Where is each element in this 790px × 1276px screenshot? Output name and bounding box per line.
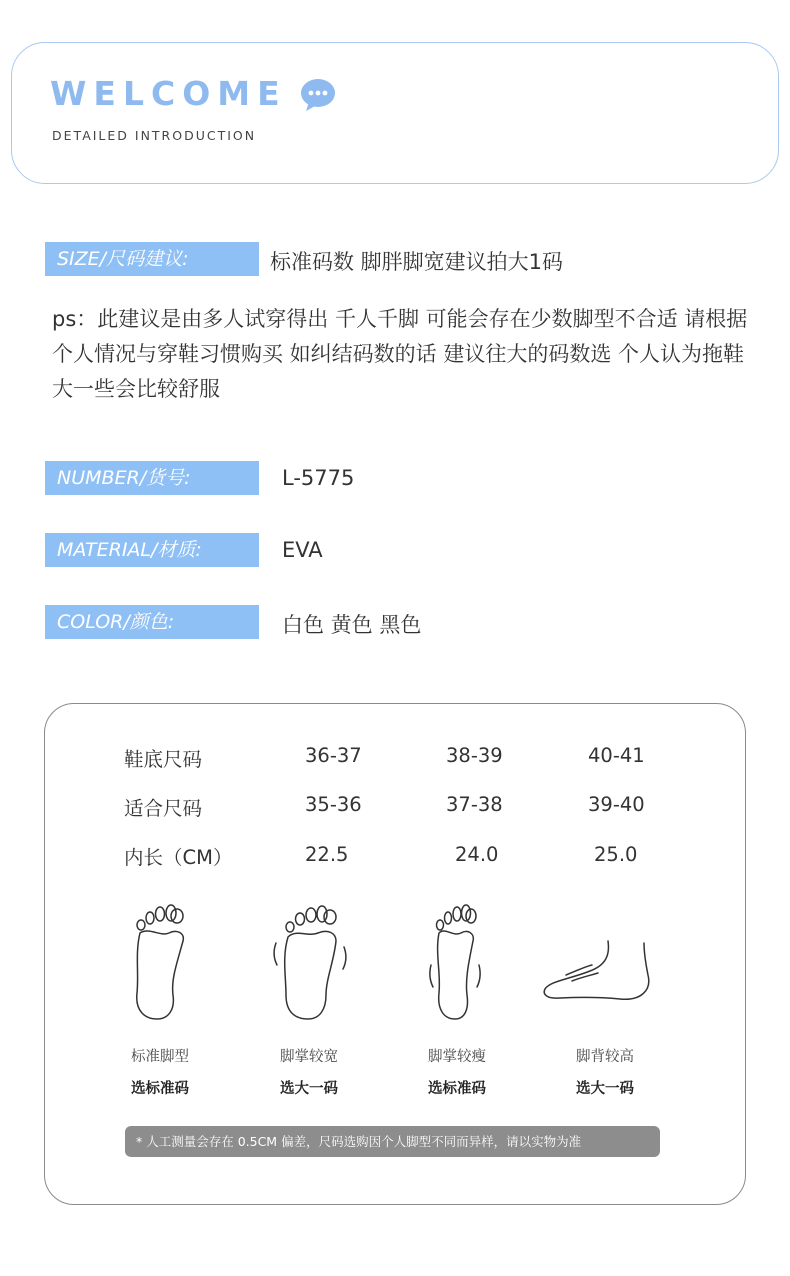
size-label: SIZE/尺码建议: (45, 242, 259, 276)
size-note: ps：此建议是由多人试穿得出 千人千脚 可能会存在少数脚型不合适 请根据个人情况与穿鞋习惯购买 如纠结码数的话 建议往大的码数选 个人认为拖鞋大一些会比较舒服 (52, 307, 748, 401)
chat-bubble-icon (300, 78, 336, 112)
foot-type-label: 脚背较高 (576, 1049, 634, 1065)
wide-foot-icon (268, 903, 348, 1021)
welcome-title: WELCOME (50, 74, 287, 113)
table-cell: 25.0 (594, 843, 638, 866)
table-cell: 22.5 (305, 843, 349, 866)
foot-type-label: 脚掌较瘦 (428, 1049, 486, 1065)
foot-type-advice: 选大一码 (280, 1081, 338, 1097)
table-cell: 24.0 (455, 843, 499, 866)
color-label: COLOR/颜色: (45, 605, 259, 639)
foot-type-advice: 选标准码 (428, 1081, 486, 1097)
foot-type-advice: 选大一码 (576, 1081, 634, 1097)
table-cell: 36-37 (305, 744, 362, 767)
narrow-foot-icon (421, 903, 491, 1021)
high-instep-foot-icon (540, 935, 655, 1005)
size-value: 标准码数 脚胖脚宽建议拍大1码 (270, 250, 564, 274)
row-label-fit-size: 适合尺码 (124, 797, 203, 820)
welcome-subtitle: DETAILED INTRODUCTION (52, 128, 257, 143)
table-cell: 39-40 (588, 793, 645, 816)
number-value: L-5775 (282, 466, 355, 490)
color-value: 白色 黄色 黑色 (282, 613, 422, 637)
table-cell: 37-38 (446, 793, 503, 816)
number-label: NUMBER/货号: (45, 461, 259, 495)
table-cell: 38-39 (446, 744, 503, 767)
foot-type-advice: 选标准码 (131, 1081, 189, 1097)
material-label: MATERIAL/材质: (45, 533, 259, 567)
measurement-disclaimer: * 人工测量会存在 0.5CM 偏差，尺码选购因个人脚型不同而异样，请以实物为准 (125, 1126, 660, 1157)
standard-foot-icon (125, 903, 195, 1021)
material-value: EVA (282, 538, 323, 562)
table-cell: 35-36 (305, 793, 362, 816)
foot-type-label: 标准脚型 (131, 1049, 189, 1065)
row-label-sole-size: 鞋底尺码 (124, 748, 203, 771)
welcome-banner (11, 42, 779, 184)
foot-type-label: 脚掌较宽 (280, 1049, 338, 1065)
row-label-inner-length: 内长（CM） (124, 846, 233, 869)
table-cell: 40-41 (588, 744, 645, 767)
